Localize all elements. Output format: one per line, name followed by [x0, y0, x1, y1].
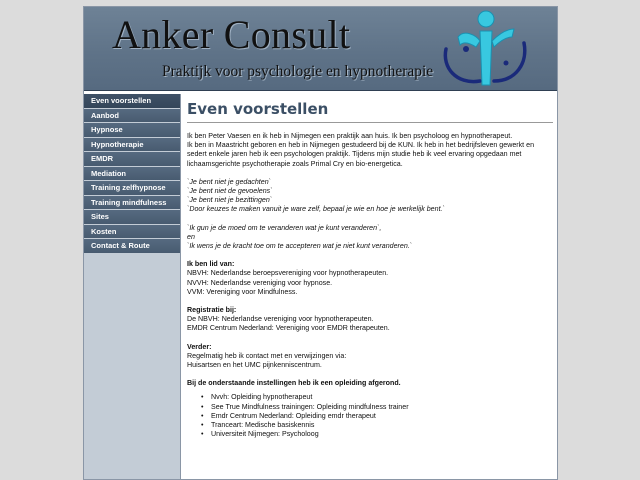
anchor-figure-logo	[436, 7, 536, 91]
verder-heading: Verder:	[187, 342, 212, 351]
nav-item-training-zelfhypnose[interactable]: Training zelfhypnose	[84, 181, 180, 196]
nav-item-aanbod[interactable]: Aanbod	[84, 109, 180, 124]
list-item: • Emdr Centrum Nederland: Opleiding emdr therapeut	[201, 412, 553, 421]
list-item: • Nvvh: Opleiding hypnotherapeut	[201, 393, 553, 402]
site-title: Anker Consult	[112, 12, 351, 57]
nav-item-contact-route[interactable]: Contact & Route	[84, 239, 180, 254]
quote-line: `Ik gun je de moed om te veranderen wat je kunt veranderen`,	[187, 223, 382, 232]
page-frame	[83, 6, 558, 480]
training-heading: Bij de onderstaande instellingen heb ik een opleiding afgerond.	[187, 379, 401, 388]
verder-line: Regelmatig heb ik contact met en verwijzingen via:	[187, 351, 347, 360]
registration-line: De NBVH: Nederlandse vereniging voor hypnotherapeuten.	[187, 315, 374, 324]
registration-heading: Registratie bij:	[187, 306, 237, 315]
training-list	[201, 393, 553, 439]
member-line: VVM: Vereniging voor Mindfulness.	[187, 287, 298, 296]
list-item: • See True Mindfulness trainingen: Opleiding mindfulness trainer	[201, 403, 553, 412]
member-heading: Ik ben lid van:	[187, 260, 235, 269]
page-title: Even voorstellen	[187, 100, 553, 123]
member-line: NVVH: Nederlandse vereniging voor hypnose.	[187, 278, 333, 287]
quote-line: en	[187, 232, 195, 241]
quote-line: `Je bent niet je bezittingen`	[187, 196, 273, 205]
site-subtitle: Praktijk voor psychologie en hypnotherapie	[162, 63, 434, 80]
nav-item-kosten[interactable]: Kosten	[84, 225, 180, 240]
intro-paragraph-2: Ik ben in Maastricht geboren en heb in Nijmegen gestudeerd bij de KUN. Ik heb in het bedrijfsleven gewerkt en sedert enkele jaren heb ik een psychologen praktijk. Tijdens mijn studie heb ik veel ervaring opgedaan met lichaamsgerichte psychotherapie zoals Primal Cry en bio-energetica.	[187, 141, 535, 168]
nav-item-hypnotherapie[interactable]: Hypnotherapie	[84, 138, 180, 153]
nav-item-emdr[interactable]: EMDR	[84, 152, 180, 167]
nav-item-mediation[interactable]: Mediation	[84, 167, 180, 182]
nav-item-even-voorstellen[interactable]: Even voorstellen	[84, 94, 180, 109]
list-item: • Tranceart: Medische basiskennis	[201, 421, 553, 430]
main-content	[184, 94, 556, 480]
quote-line: `Ik wens je de kracht toe om te accepteren wat je niet kunt veranderen.`	[187, 242, 413, 251]
member-line: NBVH: Nederlandse beroepsvereniging voor hypnotherapeuten.	[187, 269, 389, 278]
site-header	[84, 7, 557, 91]
sidebar-nav	[84, 94, 181, 480]
list-item: • Universiteit Nijmegen: Psycholoog	[201, 430, 553, 439]
quote-line: `Je bent niet je gedachten`	[187, 177, 271, 186]
nav-item-hypnose[interactable]: Hypnose	[84, 123, 180, 138]
quote-line: `Je bent niet de gevoelens`	[187, 187, 273, 196]
nav-item-training-mindfulness[interactable]: Training mindfulness	[84, 196, 180, 211]
nav-item-sites[interactable]: Sites	[84, 210, 180, 225]
verder-line: Huisartsen en het UMC pijnkenniscentrum.	[187, 361, 322, 370]
quote-line: `Door keuzes te maken vanuit je ware zelf, bepaal je wie en hoe je werkelijk bent.`	[187, 205, 445, 214]
registration-line: EMDR Centrum Nederland: Vereniging voor EMDR therapeuten.	[187, 324, 390, 333]
intro-paragraph-1: Ik ben Peter Vaesen en ik heb in Nijmegen een praktijk aan huis. Ik ben psycholoog en hypnotherapeut.	[187, 132, 513, 140]
